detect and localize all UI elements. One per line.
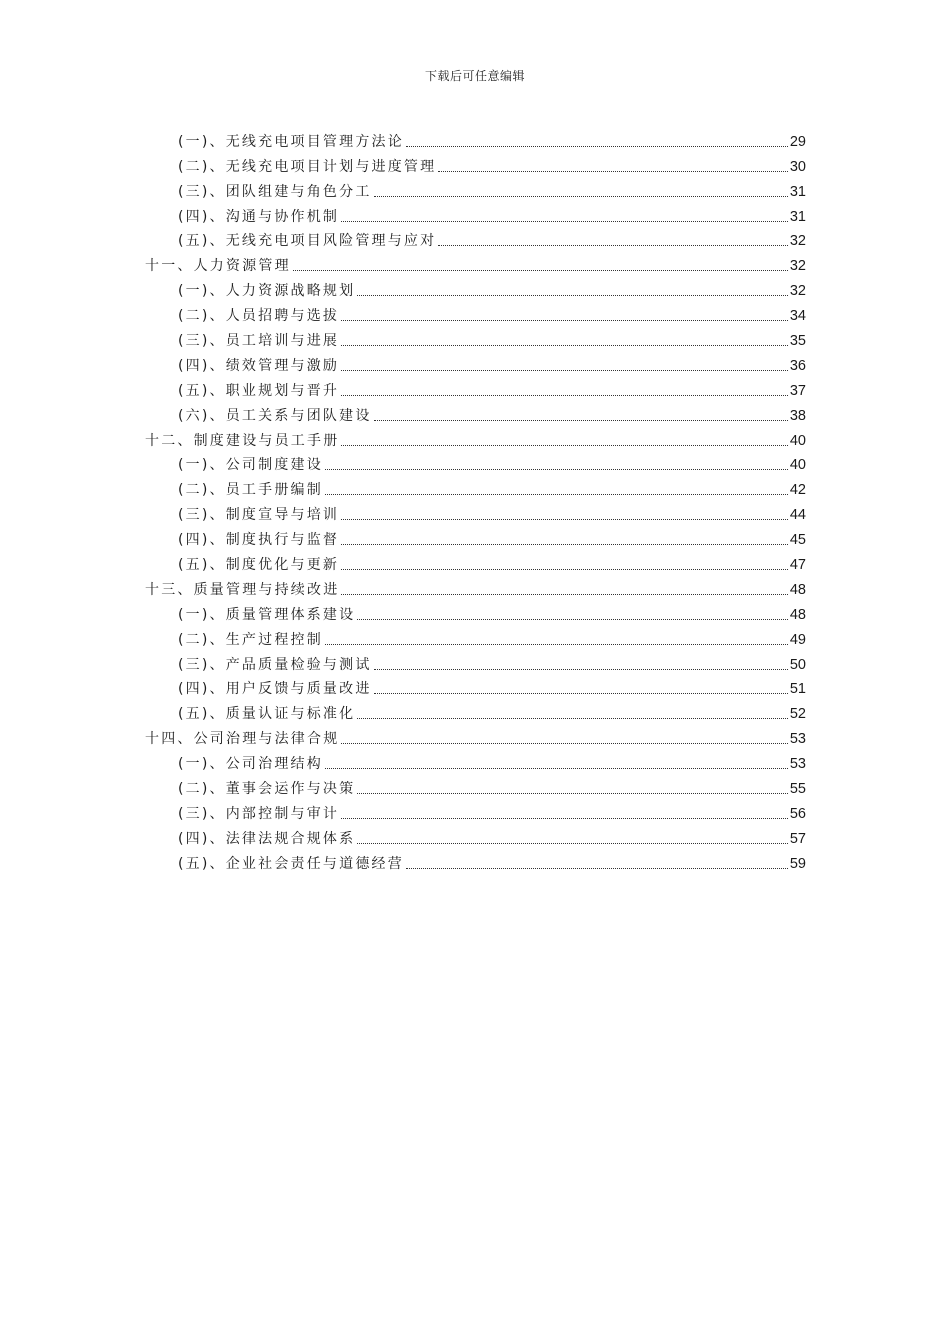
toc-section-entry[interactable] (145, 325, 806, 350)
toc-section-entry[interactable] (145, 176, 806, 201)
toc-section-entry[interactable] (145, 151, 806, 176)
toc-page-number: 34 (789, 308, 806, 325)
toc-page-number: 32 (789, 283, 806, 300)
toc-section-entry[interactable] (145, 599, 806, 624)
toc-section-entry[interactable] (145, 350, 806, 375)
toc-page-number: 31 (789, 208, 806, 225)
toc-page-number: 31 (789, 183, 806, 200)
table-of-contents (145, 126, 806, 873)
toc-dot-leader (374, 420, 788, 421)
toc-section-entry[interactable] (145, 275, 806, 300)
toc-section-entry[interactable] (145, 748, 806, 773)
toc-entry-title: 十三、质量管理与持续改进 (145, 581, 340, 598)
toc-entry-title: (一)、质量管理体系建设 (178, 606, 356, 623)
toc-dot-leader (325, 469, 788, 470)
toc-page-number: 38 (789, 407, 806, 424)
toc-section-entry[interactable] (145, 400, 806, 425)
toc-entry-title: (三)、内部控制与审计 (178, 805, 340, 822)
toc-section-entry[interactable] (145, 649, 806, 674)
toc-dot-leader (341, 345, 788, 346)
toc-dot-leader (374, 196, 788, 197)
toc-page-number: 47 (789, 557, 806, 574)
toc-chapter-entry[interactable] (145, 574, 806, 599)
toc-dot-leader (341, 594, 787, 595)
toc-dot-leader (357, 793, 788, 794)
toc-dot-leader (341, 743, 787, 744)
toc-entry-title: (三)、团队组建与角色分工 (178, 183, 372, 200)
toc-page-number: 49 (789, 631, 806, 648)
toc-entry-title: (四)、沟通与协作机制 (178, 208, 340, 225)
toc-page-number: 32 (789, 258, 806, 275)
toc-section-entry[interactable] (145, 823, 806, 848)
toc-page-number: 51 (789, 681, 806, 698)
toc-dot-leader (357, 295, 788, 296)
toc-section-entry[interactable] (145, 524, 806, 549)
toc-page-number: 55 (789, 781, 806, 798)
toc-section-entry[interactable] (145, 624, 806, 649)
toc-section-entry[interactable] (145, 499, 806, 524)
toc-section-entry[interactable] (145, 773, 806, 798)
toc-section-entry[interactable] (145, 450, 806, 475)
toc-dot-leader (438, 171, 788, 172)
toc-page-number: 56 (789, 805, 806, 822)
toc-entry-title: (五)、制度优化与更新 (178, 557, 340, 574)
toc-dot-leader (357, 843, 788, 844)
toc-page-number: 44 (789, 507, 806, 524)
toc-page-number: 42 (789, 482, 806, 499)
toc-entry-title: (五)、质量认证与标准化 (178, 706, 356, 723)
toc-entry-title: 十二、制度建设与员工手册 (145, 432, 340, 449)
toc-dot-leader (406, 146, 788, 147)
toc-dot-leader (341, 395, 788, 396)
toc-page-number: 30 (789, 158, 806, 175)
toc-page-number: 50 (789, 656, 806, 673)
toc-entry-title: (六)、员工关系与团队建设 (178, 407, 372, 424)
toc-entry-title: (四)、制度执行与监督 (178, 532, 340, 549)
toc-section-entry[interactable] (145, 848, 806, 873)
toc-entry-title: (二)、生产过程控制 (178, 631, 323, 648)
toc-dot-leader (341, 370, 788, 371)
toc-dot-leader (325, 644, 788, 645)
toc-entry-title: (二)、人员招聘与选拔 (178, 308, 340, 325)
toc-page-number: 36 (789, 357, 806, 374)
toc-page-number: 48 (789, 581, 806, 598)
toc-entry-title: (四)、绩效管理与激励 (178, 357, 340, 374)
toc-section-entry[interactable] (145, 300, 806, 325)
toc-section-entry[interactable] (145, 549, 806, 574)
toc-page-number: 52 (789, 706, 806, 723)
toc-section-entry[interactable] (145, 474, 806, 499)
toc-section-entry[interactable] (145, 375, 806, 400)
toc-entry-title: (二)、员工手册编制 (178, 482, 323, 499)
toc-dot-leader (341, 519, 788, 520)
toc-page-number: 45 (789, 532, 806, 549)
toc-entry-title: (一)、人力资源战略规划 (178, 283, 356, 300)
toc-page-number: 57 (789, 830, 806, 847)
toc-page-number: 29 (789, 133, 806, 150)
toc-dot-leader (341, 221, 788, 222)
toc-dot-leader (406, 868, 788, 869)
toc-section-entry[interactable] (145, 226, 806, 251)
toc-page-number: 48 (789, 606, 806, 623)
toc-dot-leader (325, 494, 788, 495)
toc-entry-title: (三)、员工培训与进展 (178, 333, 340, 350)
toc-entry-title: (四)、用户反馈与质量改进 (178, 681, 372, 698)
toc-dot-leader (357, 718, 788, 719)
toc-entry-title: (四)、法律法规合规体系 (178, 830, 356, 847)
toc-entry-title: 十一、人力资源管理 (145, 258, 291, 275)
toc-chapter-entry[interactable] (145, 250, 806, 275)
toc-dot-leader (438, 245, 788, 246)
toc-entry-title: (一)、公司制度建设 (178, 457, 323, 474)
toc-entry-title: (三)、产品质量检验与测试 (178, 656, 372, 673)
toc-page-number: 40 (789, 432, 806, 449)
toc-dot-leader (325, 768, 788, 769)
toc-entry-title: (五)、职业规划与晋升 (178, 382, 340, 399)
toc-chapter-entry[interactable] (145, 425, 806, 450)
toc-entry-title: (三)、制度宣导与培训 (178, 507, 340, 524)
toc-dot-leader (341, 818, 788, 819)
toc-section-entry[interactable] (145, 201, 806, 226)
toc-dot-leader (293, 270, 788, 271)
toc-page-number: 59 (789, 855, 806, 872)
toc-dot-leader (357, 619, 788, 620)
toc-section-entry[interactable] (145, 698, 806, 723)
toc-page-number: 53 (789, 756, 806, 773)
toc-chapter-entry[interactable] (145, 723, 806, 748)
toc-page-number: 32 (789, 233, 806, 250)
toc-dot-leader (341, 569, 788, 570)
toc-entry-title: (五)、企业社会责任与道德经营 (178, 855, 404, 872)
toc-section-entry[interactable] (145, 798, 806, 823)
toc-section-entry[interactable] (145, 126, 806, 151)
toc-page-number: 35 (789, 333, 806, 350)
toc-dot-leader (341, 544, 788, 545)
toc-page-number: 53 (789, 731, 806, 748)
toc-page-number: 40 (789, 457, 806, 474)
toc-entry-title: (二)、无线充电项目计划与进度管理 (178, 158, 437, 175)
page-header: 下载后可任意编辑 (424, 69, 525, 83)
toc-entry-title: 十四、公司治理与法律合规 (145, 731, 340, 748)
toc-dot-leader (374, 669, 788, 670)
toc-page-number: 37 (789, 382, 806, 399)
toc-section-entry[interactable] (145, 674, 806, 699)
toc-entry-title: (五)、无线充电项目风险管理与应对 (178, 233, 437, 250)
toc-dot-leader (374, 693, 788, 694)
toc-dot-leader (341, 320, 788, 321)
toc-entry-title: (二)、董事会运作与决策 (178, 781, 356, 798)
toc-entry-title: (一)、公司治理结构 (178, 756, 323, 773)
toc-dot-leader (341, 445, 787, 446)
toc-entry-title: (一)、无线充电项目管理方法论 (178, 133, 404, 150)
